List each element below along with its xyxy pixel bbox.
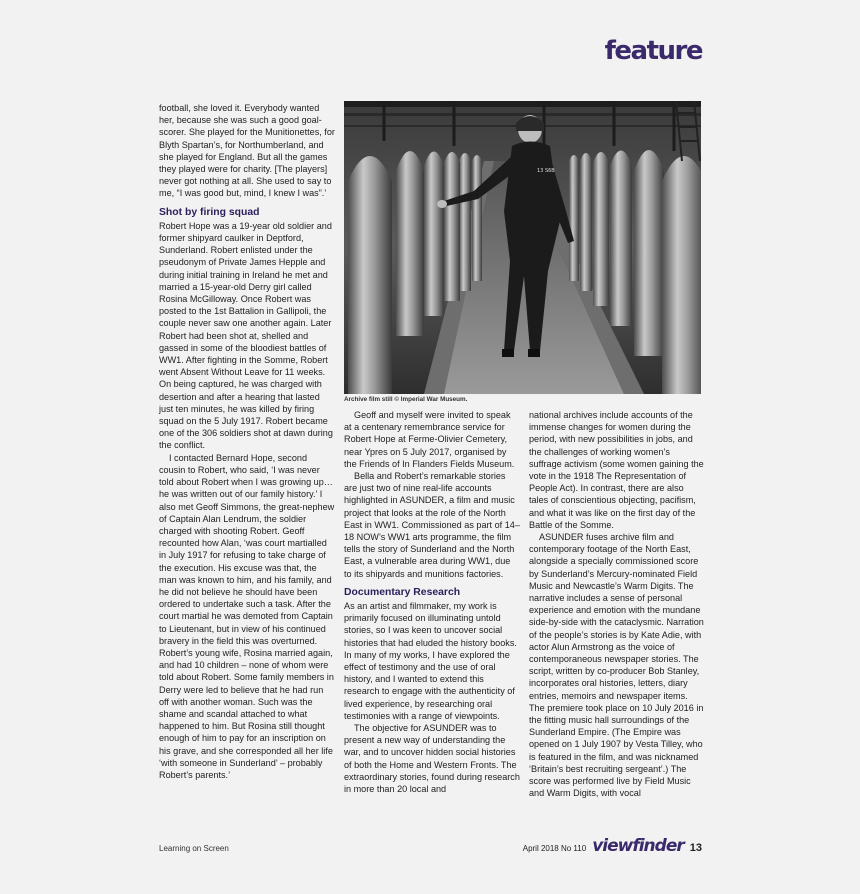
paragraph: Geoff and myself were invited to speak at a centenary remembrance service for Robert Hope at Ferme-Olivier Cemetery, near Ypres on 5 July 2017, organised by the Friends of In Flanders Fields Museum. <box>344 410 515 469</box>
footer-right <box>523 836 702 856</box>
armband-label: 13 S6B <box>537 168 555 174</box>
paragraph: The objective for ASUNDER was to present a new way of understanding the war, and to uncover hidden social histories of both the Home and Western Fronts. The extraordinary stories, found during research in more than 20 local and <box>344 723 520 795</box>
issue-info: April 2018 No 110 <box>522 844 587 853</box>
column-3 <box>529 409 705 800</box>
paragraph: national archives include accounts of the immense changes for women during the period, with new possibilities in jobs, and the challenges of working women’s suffrage activism (some women gaining the vote in the 1918 The Representation of People Act). In contrast, there are also tales of conscientious objecting, pacifism, and what it was like on the first day of the Battle of the Somme. <box>529 410 704 530</box>
subheading: Shot by firing squad <box>159 206 260 218</box>
brand-logo: viewfinder <box>592 836 684 856</box>
paragraph: I contacted Bernard Hope, second cousin to Robert, who said, ‘I was never told about Robert when I was growing up… he was written out of our family history.’ I also met Geoff Simmons, the great-nephew of Captain Alan Lendrum, the soldier charged with shooting Robert. Geoff recounted how Alan, ‘was court martialled in July 1917 for refusing to take charge of the execution. His excuse was that, the man was known to him, and his family, and he did not believe he should have been ordered to undertake such a task. After the court martial he was demoted from Captain to Lieutenant, but in view of his continued bravery in the field this was overturned. Robert’s young wife, Rosina married again, and had 10 children – none of whom were told about Robert. Some family members in Derry were led to believe that he had run off with another woman. Such was the shame and scandal attached to what happened to him. But Rosina still thought enough of him to pay for an inscription on his grave, and she corresponded all her life ‘with someone in Sunderland’ – probably Robert’s parents.’ <box>159 452 335 780</box>
paragraph: Bella and Robert’s remarkable stories are just two of nine real-life accounts highlighted in ASUNDER, a film and music project that looks at the role of the North East in WW1. Commissioned as part of 14–18 NOW’s WW1 arts programme, the film tells the story of Sunderland and the North East, a vulnerable area during WW1, due to its shipyards and munitions factories. <box>344 471 520 579</box>
paragraph: ASUNDER fuses archive film and contemporary footage of the North East, alongside a specially commissioned score by Sunderland’s Mercury-nominated Field Music and Newcastle’s Warm Digits. The narrative includes a sense of personal experience and emotion with the mundane side-by-side with the cataclysmic. Narration of the people’s stories is by Kate Adie, with actor Alun Armstrong as the voice of contemporaneous newspaper stories. The script, written by co-producer Bob Stanley, incorporates oral histories, letters, diary entries, memoirs and newspaper items. The premiere took place on 10 July 2016 in the fitting music hall surroundings of the Sunderland Empire. (The Empire was opened on 1 July 1907 by Vesta Tilley, who is featured in the film, and was nicknamed ‘Britain’s best recruiting sergeant’.) The score was performed live by Field Music and Warm Digits, with vocal <box>529 532 704 799</box>
column-2 <box>344 409 520 795</box>
paragraph: Robert Hope was a 19-year old soldier and former shipyard caulker in Deptford, Sunderland. Robert enlisted under the pseudonym of Private James Hepple and during initial training in Ireland he met and married a 15-year-old Derry girl called Rosina McGilloway. Once Robert was posted to the 1st Battalion in Gallipoli, the couple never saw one another again. Later Robert had been shot at, shelled and gassed in some of the bloodiest battles of WW1. After fighting in the Somme, Robert went Absent Without Leave for 11 weeks. On being captured, he was charged with desertion and after a hearing that lasted just ten minutes, he was killed by firing squad on the 5 July 1917. Robert became one of the 306 soldiers shot at dawn during the conflict. <box>159 220 333 451</box>
archive-photo <box>344 101 701 394</box>
subheading: Documentary Research <box>344 586 461 598</box>
munitions-factory-image <box>344 101 701 394</box>
paragraph: football, she loved it. Everybody wanted her, because she was such a good goal-scorer. She played for the Munitionettes, for Blyth Spartan’s, for Northumberland, and she played for England. But all the games they played were for charity. [The players] never got nothing at all. She used to say to me, “I was good but, mind, I knew I was”.’ <box>159 103 335 199</box>
column-1 <box>159 102 335 781</box>
page-number: 13 <box>689 842 702 854</box>
photo-caption: Archive film still © Imperial War Museum. <box>344 396 468 403</box>
section-label: feature <box>604 36 702 66</box>
footer-publisher: Learning on Screen <box>159 844 229 853</box>
paragraph: As an artist and filmmaker, my work is primarily focused on illuminating untold stories, so I was keen to uncover social histories that had eluded the history books. In many of my works, I have explored the effect of testimony and the use of oral history, and I wanted to extend this research to engage with the authenticity of lived experience, by researching oral testimonies with a range of viewpoints. <box>344 601 517 721</box>
